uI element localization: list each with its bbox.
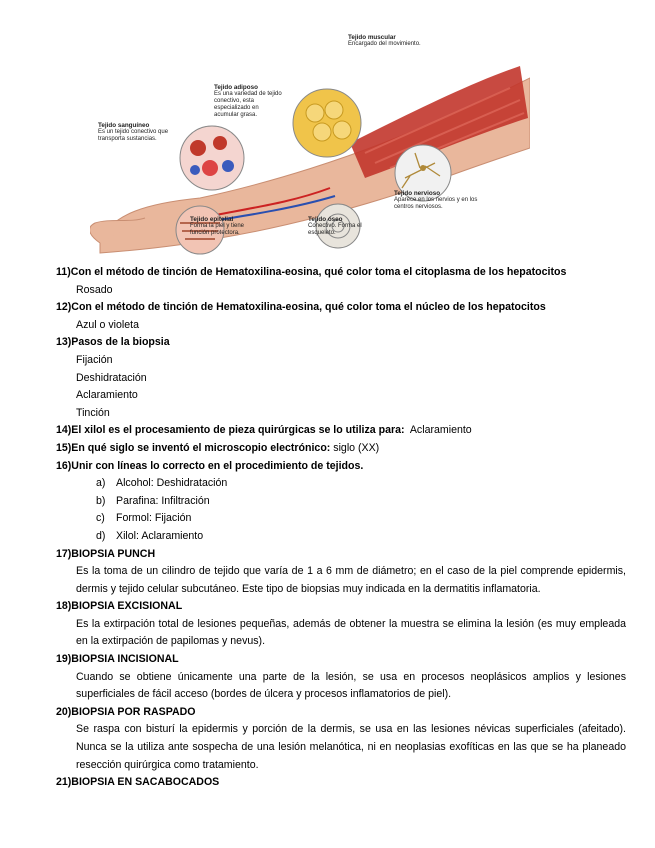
step-item: Deshidratación [76,371,147,384]
question-14: 14)El xilol es el procesamiento de pieza quirúrgicas se lo utiliza para: Aclaramiento [56,424,472,437]
paragraph-20: Se raspa con bisturí la epidermis y porción de la dermis, se usa en las lesiones névicas superficiales (afeitado). Nunca se la utiliza ante sospecha de una lesión melanótica, ni en neoplasias exofíticas en las que se ha planeado resección quirúrgica como tratamiento. [76,723,626,771]
answer-11: Rosado [76,283,113,296]
label-adiposo: Tejido adiposo Es una variedad de tejido conectivo, esta especializado en acumular grasa. [214,84,282,118]
step-item: Fijación [76,353,113,366]
step-item: Aclaramiento [76,389,138,402]
list-item: b) Parafina: Infiltración [96,494,210,507]
question-13: 13)Pasos de la biopsia [56,336,170,349]
question-15: 15)En qué siglo se inventó el microscopio electrónico: siglo (XX) [56,441,380,454]
question-20: 20)BIOPSIA POR RASPADO [56,705,196,718]
label-oseo: Tejido óseo Conectivo. Forma el esqueleto. [308,216,362,236]
answer-14: Aclaramiento [409,424,472,437]
label-nervioso: Tejido nervioso Aparece en los nervios y en los centros nerviosos. [394,190,478,210]
list-item: a) Alcohol: Deshidratación [96,477,228,490]
list-item: c) Formol: Fijación [96,512,192,525]
answer-15: siglo (XX) [333,441,380,454]
label-muscular: Tejido muscular Encargado del movimiento. [348,34,421,47]
document-body [56,264,626,792]
tissue-figure [90,18,530,258]
question-16: 16)Unir con líneas lo correcto en el procedimiento de tejidos. [56,459,364,472]
label-sanguineo: Tejido sanguíneo Es un tejido conectivo que transporta sustancias. [98,122,169,142]
blood-tissue-circle [180,126,244,190]
label-epitelial: Tejido epitelial Forma la piel y tiene función protectora. [190,216,245,236]
answer-12: Azul o violeta [76,318,140,331]
question-11: 11)Con el método de tinción de Hematoxilina-eosina, qué color toma el citoplasma de los hepatocitos [56,266,567,278]
paragraph-17: Es la toma de un cilindro de tejido que varía de 1 a 6 mm de diámetro; en el caso de la piel comprende epidermis, dermis y tejido celular subcutáneo. Este tipo de biopsias muy indicada en la dermatitis inflamatoria. [76,565,626,595]
question-21: 21)BIOPSIA EN SACABOCADOS [56,776,220,789]
paragraph-19: Cuando se obtiene únicamente una parte de la lesión, se usa en procesos neoplásicos amplios y lesiones superficiales de fácil acceso (bordes de úlcera y procesos inflamatorios de piel). [76,670,626,701]
list-item: d) Xilol: Aclaramiento [96,529,204,542]
question-19: 19)BIOPSIA INCISIONAL [56,653,179,666]
question-17: 17)BIOPSIA PUNCH [56,547,156,560]
question-12: 12)Con el método de tinción de Hematoxilina-eosina, qué color toma el núcleo de los hepatocitos [56,301,546,314]
step-item: Tinción [76,406,110,419]
paragraph-18: Es la extirpación total de lesiones pequeñas, además de obtener la muestra se elimina la lesión (es muy empleada en la extirpación de papilomas y nevus). [76,617,626,648]
question-18: 18)BIOPSIA EXCISIONAL [56,600,183,613]
adipose-tissue-circle [293,89,361,157]
